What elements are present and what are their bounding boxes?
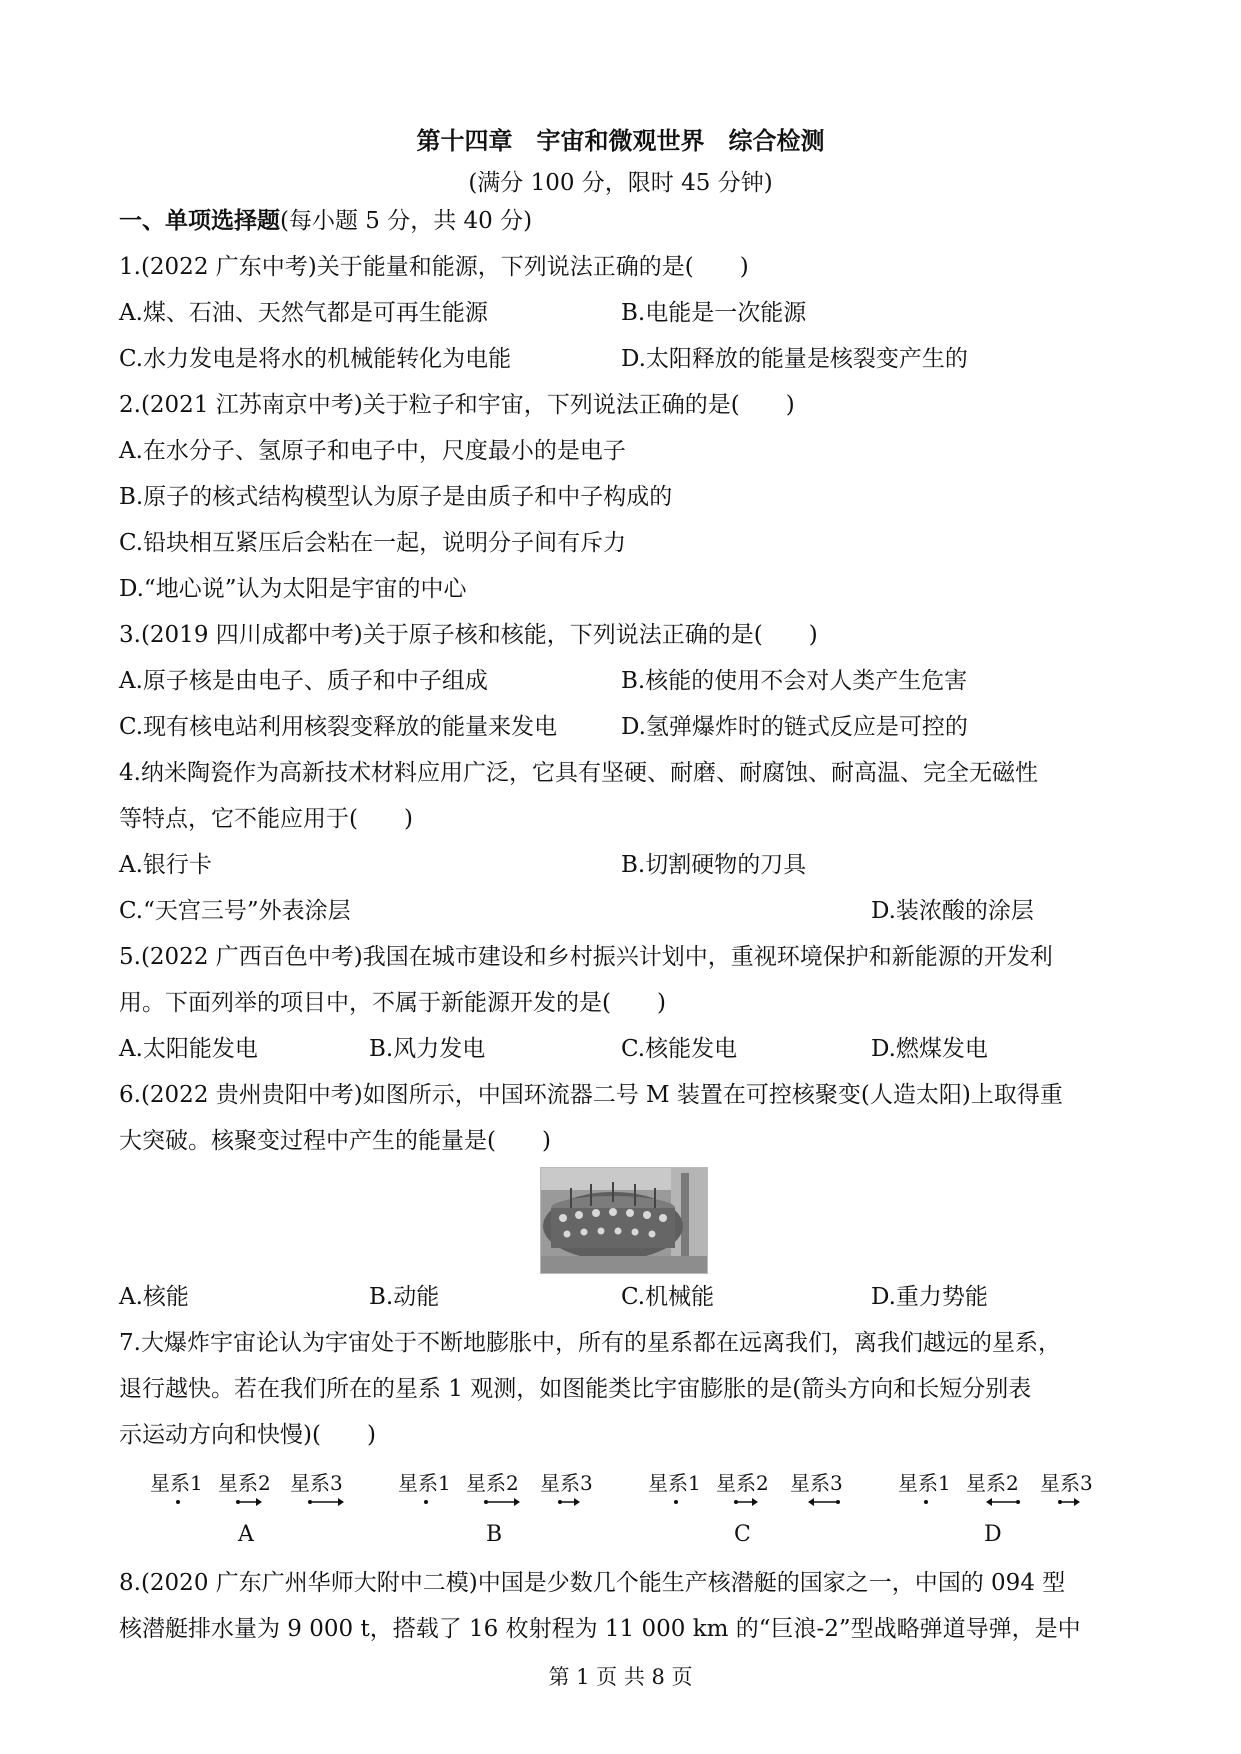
q5-stem-line1: 5.(2022 广西百色中考)我国在城市建设和乡村振兴计划中，重视环境保护和新能源的开发利: [119, 944, 1053, 970]
galaxy-3-label: 星系3: [1040, 1471, 1093, 1495]
section-heading: [119, 206, 532, 236]
galaxy-1-label: 星系1: [648, 1471, 701, 1495]
galaxy-arrows-c: [648, 1494, 848, 1510]
q3-option-b: B.核能的使用不会对人类产生危害: [621, 668, 968, 694]
q3-option-d: D.氢弹爆炸时的链式反应是可控的: [621, 714, 968, 740]
galaxy-3-label: 星系3: [290, 1471, 343, 1495]
galaxy-3-label: 星系3: [790, 1471, 843, 1495]
q5-option-b: B.风力发电: [369, 1036, 486, 1062]
q3-option-c: C.现有核电站利用核裂变释放的能量来发电: [119, 714, 558, 740]
q7-stem-line3: 示运动方向和快慢)( ): [119, 1422, 376, 1448]
tokamak-photo: [540, 1167, 708, 1274]
q2-option-a: A.在水分子、氢原子和电子中，尺度最小的是电子: [119, 438, 626, 464]
q1-option-d: D.太阳释放的能量是核裂变产生的: [621, 346, 968, 372]
q7-stem-line2: 退行越快。若在我们所在的星系 1 观测，如图能类比宇宙膨胀的是(箭头方向和长短分别表: [119, 1376, 1032, 1402]
q2-stem: 2.(2021 江苏南京中考)关于粒子和宇宙，下列说法正确的是( ): [119, 392, 795, 418]
section-heading-label: 一、单项选择题: [119, 207, 280, 234]
diagram-caption-b: B: [486, 1522, 503, 1547]
diagram-caption-d: D: [984, 1522, 1002, 1547]
page-title: 第十四章 宇宙和微观世界 综合检测: [416, 126, 825, 155]
q5-option-d: D.燃煤发电: [871, 1036, 988, 1062]
galaxy-arrows-d: [898, 1494, 1098, 1510]
q1-option-b: B.电能是一次能源: [621, 300, 807, 326]
galaxy-arrows-a: [150, 1494, 350, 1510]
galaxy-1-label: 星系1: [898, 1471, 951, 1495]
page-footer: 第 1 页 共 8 页: [548, 1665, 693, 1689]
page-subtitle: (满分 100 分，限时 45 分钟): [468, 170, 773, 196]
q8-stem-line1: 8.(2020 广东广州华师大附中二模)中国是少数几个能生产核潜艇的国家之一，中国的 094 型: [119, 1570, 1066, 1596]
q4-option-c: C.“天宫三号”外表涂层: [119, 898, 351, 924]
q5-option-c: C.核能发电: [621, 1036, 738, 1062]
galaxy-arrows-b: [398, 1494, 598, 1510]
q6-option-b: B.动能: [369, 1284, 440, 1310]
q3-stem: 3.(2019 四川成都中考)关于原子核和核能，下列说法正确的是( ): [119, 622, 818, 648]
q1-option-a: A.煤、石油、天然气都是可再生能源: [119, 300, 488, 326]
q4-option-b: B.切割硬物的刀具: [621, 852, 807, 878]
galaxy-2-label: 星系2: [466, 1471, 519, 1495]
q1-option-c: C.水力发电是将水的机械能转化为电能: [119, 346, 512, 372]
q4-stem-line1: 4.纳米陶瓷作为高新技术材料应用广泛，它具有坚硬、耐磨、耐腐蚀、耐高温、完全无磁性: [119, 760, 1038, 786]
q4-option-d: D.装浓酸的涂层: [871, 898, 1034, 924]
q5-option-a: A.太阳能发电: [119, 1036, 258, 1062]
q3-option-a: A.原子核是由电子、质子和中子组成: [119, 668, 488, 694]
q6-option-a: A.核能: [119, 1284, 189, 1310]
q7-stem-line1: 7.大爆炸宇宙论认为宇宙处于不断地膨胀中，所有的星系都在远离我们，离我们越远的星系，: [119, 1330, 1061, 1356]
galaxy-1-label: 星系1: [398, 1471, 451, 1495]
diagram-caption-a: A: [238, 1522, 254, 1547]
galaxy-2-label: 星系2: [966, 1471, 1019, 1495]
q2-option-c: C.铅块相互紧压后会粘在一起，说明分子间有斥力: [119, 530, 627, 556]
galaxy-2-label: 星系2: [716, 1471, 769, 1495]
q6-option-c: C.机械能: [621, 1284, 715, 1310]
diagram-caption-c: C: [734, 1522, 751, 1547]
q2-option-d: D.“地心说”认为太阳是宇宙的中心: [119, 576, 467, 602]
q2-option-b: B.原子的核式结构模型认为原子是由质子和中子构成的: [119, 484, 673, 510]
q5-stem-line2: 用。下面列举的项目中，不属于新能源开发的是( ): [119, 990, 666, 1016]
q8-stem-line2: 核潜艇排水量为 9 000 t，搭载了 16 枚射程为 11 000 km 的“巨浪-2”型战略弹道导弹，是中: [119, 1616, 1081, 1642]
q6-option-d: D.重力势能: [871, 1284, 988, 1310]
q6-stem-line1: 6.(2022 贵州贵阳中考)如图所示，中国环流器二号 M 装置在可控核聚变(人造太阳)上取得重: [119, 1082, 1063, 1108]
q1-stem: 1.(2022 广东中考)关于能量和能源，下列说法正确的是( ): [119, 254, 749, 280]
galaxy-2-label: 星系2: [218, 1471, 271, 1495]
section-heading-note: (每小题 5 分，共 40 分): [280, 208, 533, 234]
q6-stem-line2: 大突破。核聚变过程中产生的能量是( ): [119, 1128, 551, 1154]
q4-stem-line2: 等特点，它不能应用于( ): [119, 806, 413, 832]
q4-option-a: A.银行卡: [119, 852, 212, 878]
galaxy-1-label: 星系1: [150, 1471, 203, 1495]
galaxy-3-label: 星系3: [540, 1471, 593, 1495]
